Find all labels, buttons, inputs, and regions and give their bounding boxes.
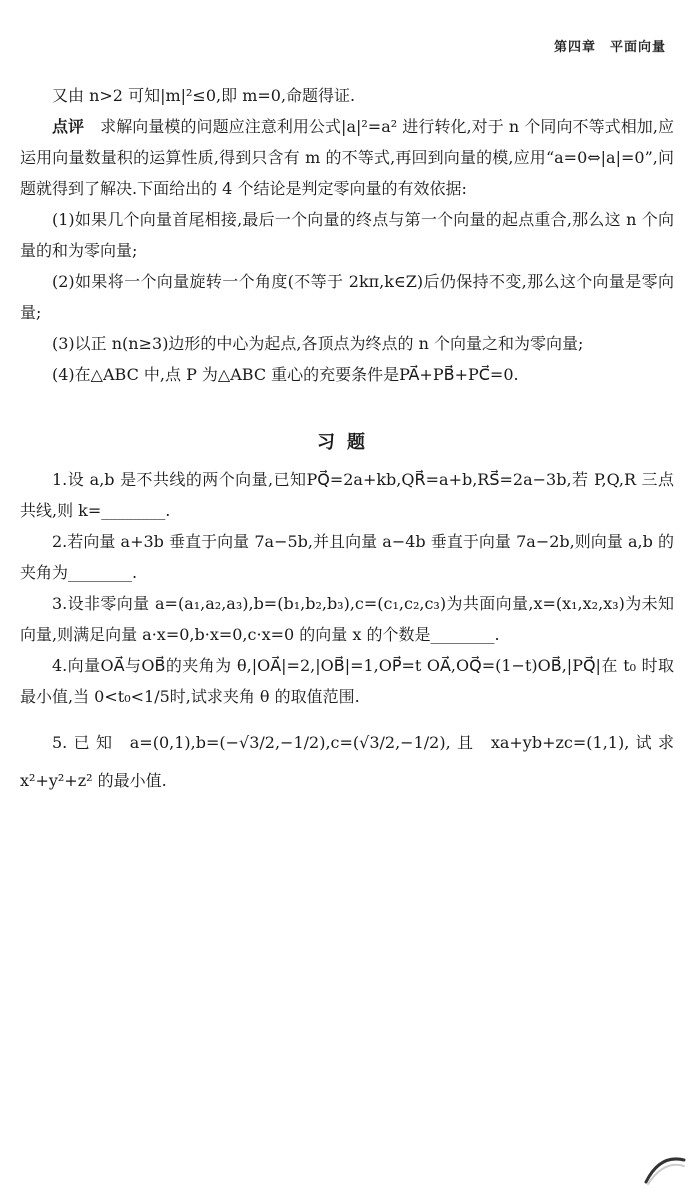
exercise-3: 3.设非零向量 a=(a₁,a₂,a₃),b=(b₁,b₂,b₃),c=(c₁,c₂,c₃)为共面向量,x=(x₁,x₂,x₃)为未知向量,则满足向量 a·x=0,b·x=0,c·x=0 的向量 x 的个数是________.	[20, 594, 674, 644]
chapter-header: 第四章 平面向量	[553, 40, 666, 55]
conclusion-item-2: (2)如果将一个向量旋转一个角度(不等于 2kπ,k∈Z)后仍保持不变,那么这个向量是零向量;	[20, 272, 674, 322]
page-content	[20, 80, 674, 800]
exercise-2: 2.若向量 a+3b 垂直于向量 7a−5b,并且向量 a−4b 垂直于向量 7a−2b,则向量 a,b 的夹角为________.	[20, 532, 674, 582]
exercise-4: 4.向量OA⃗与OB⃗的夹角为 θ,|OA⃗|=2,|OB⃗|=1,OP⃗=t OA⃗,OQ⃗=(1−t)OB⃗,|PQ⃗|在 t₀ 时取最小值,当 0<t₀<1/5时,试求夹角 θ 的取值范围.	[20, 656, 674, 706]
comment-paragraph	[20, 111, 674, 204]
exercise-1: 1.设 a,b 是不共线的两个向量,已知PQ⃗=2a+kb,QR⃗=a+b,RS⃗=2a−3b,若 P,Q,R 三点共线,则 k=________.	[20, 470, 674, 520]
comment-label: 点评	[52, 117, 85, 136]
exercises-title: 习题	[317, 432, 377, 453]
exercise-5: 5.已知 a=(0,1),b=(−√3/2,−1/2),c=(√3/2,−1/2),且 xa+yb+zc=(1,1),试求 x²+y²+z² 的最小值.	[20, 733, 674, 790]
conclusion-item-1: (1)如果几个向量首尾相接,最后一个向量的终点与第一个向量的起点重合,那么这 n 个向量的和为零向量;	[20, 210, 674, 260]
conclusion-item-4: (4)在△ABC 中,点 P 为△ABC 重心的充要条件是PA⃗+PB⃗+PC⃗=0.	[52, 365, 519, 384]
comment-text: 求解向量模的问题应注意利用公式|a|²=a² 进行转化,对于 n 个同向不等式相加,应运用向量数量积的运算性质,得到只含有 m 的不等式,再回到向量的模,应用“a=0⇔|a|=0”,问题就得到了解决.下面给出的 4 个结论是判定零向量的有效依据:	[20, 117, 674, 198]
conclusion-paragraph: 又由 n>2 可知|m|²≤0,即 m=0,命题得证.	[52, 86, 356, 105]
page-curl-icon[interactable]	[638, 1148, 688, 1188]
conclusion-item-3: (3)以正 n(n≥3)边形的中心为起点,各顶点为终点的 n 个向量之和为零向量;	[52, 334, 584, 353]
